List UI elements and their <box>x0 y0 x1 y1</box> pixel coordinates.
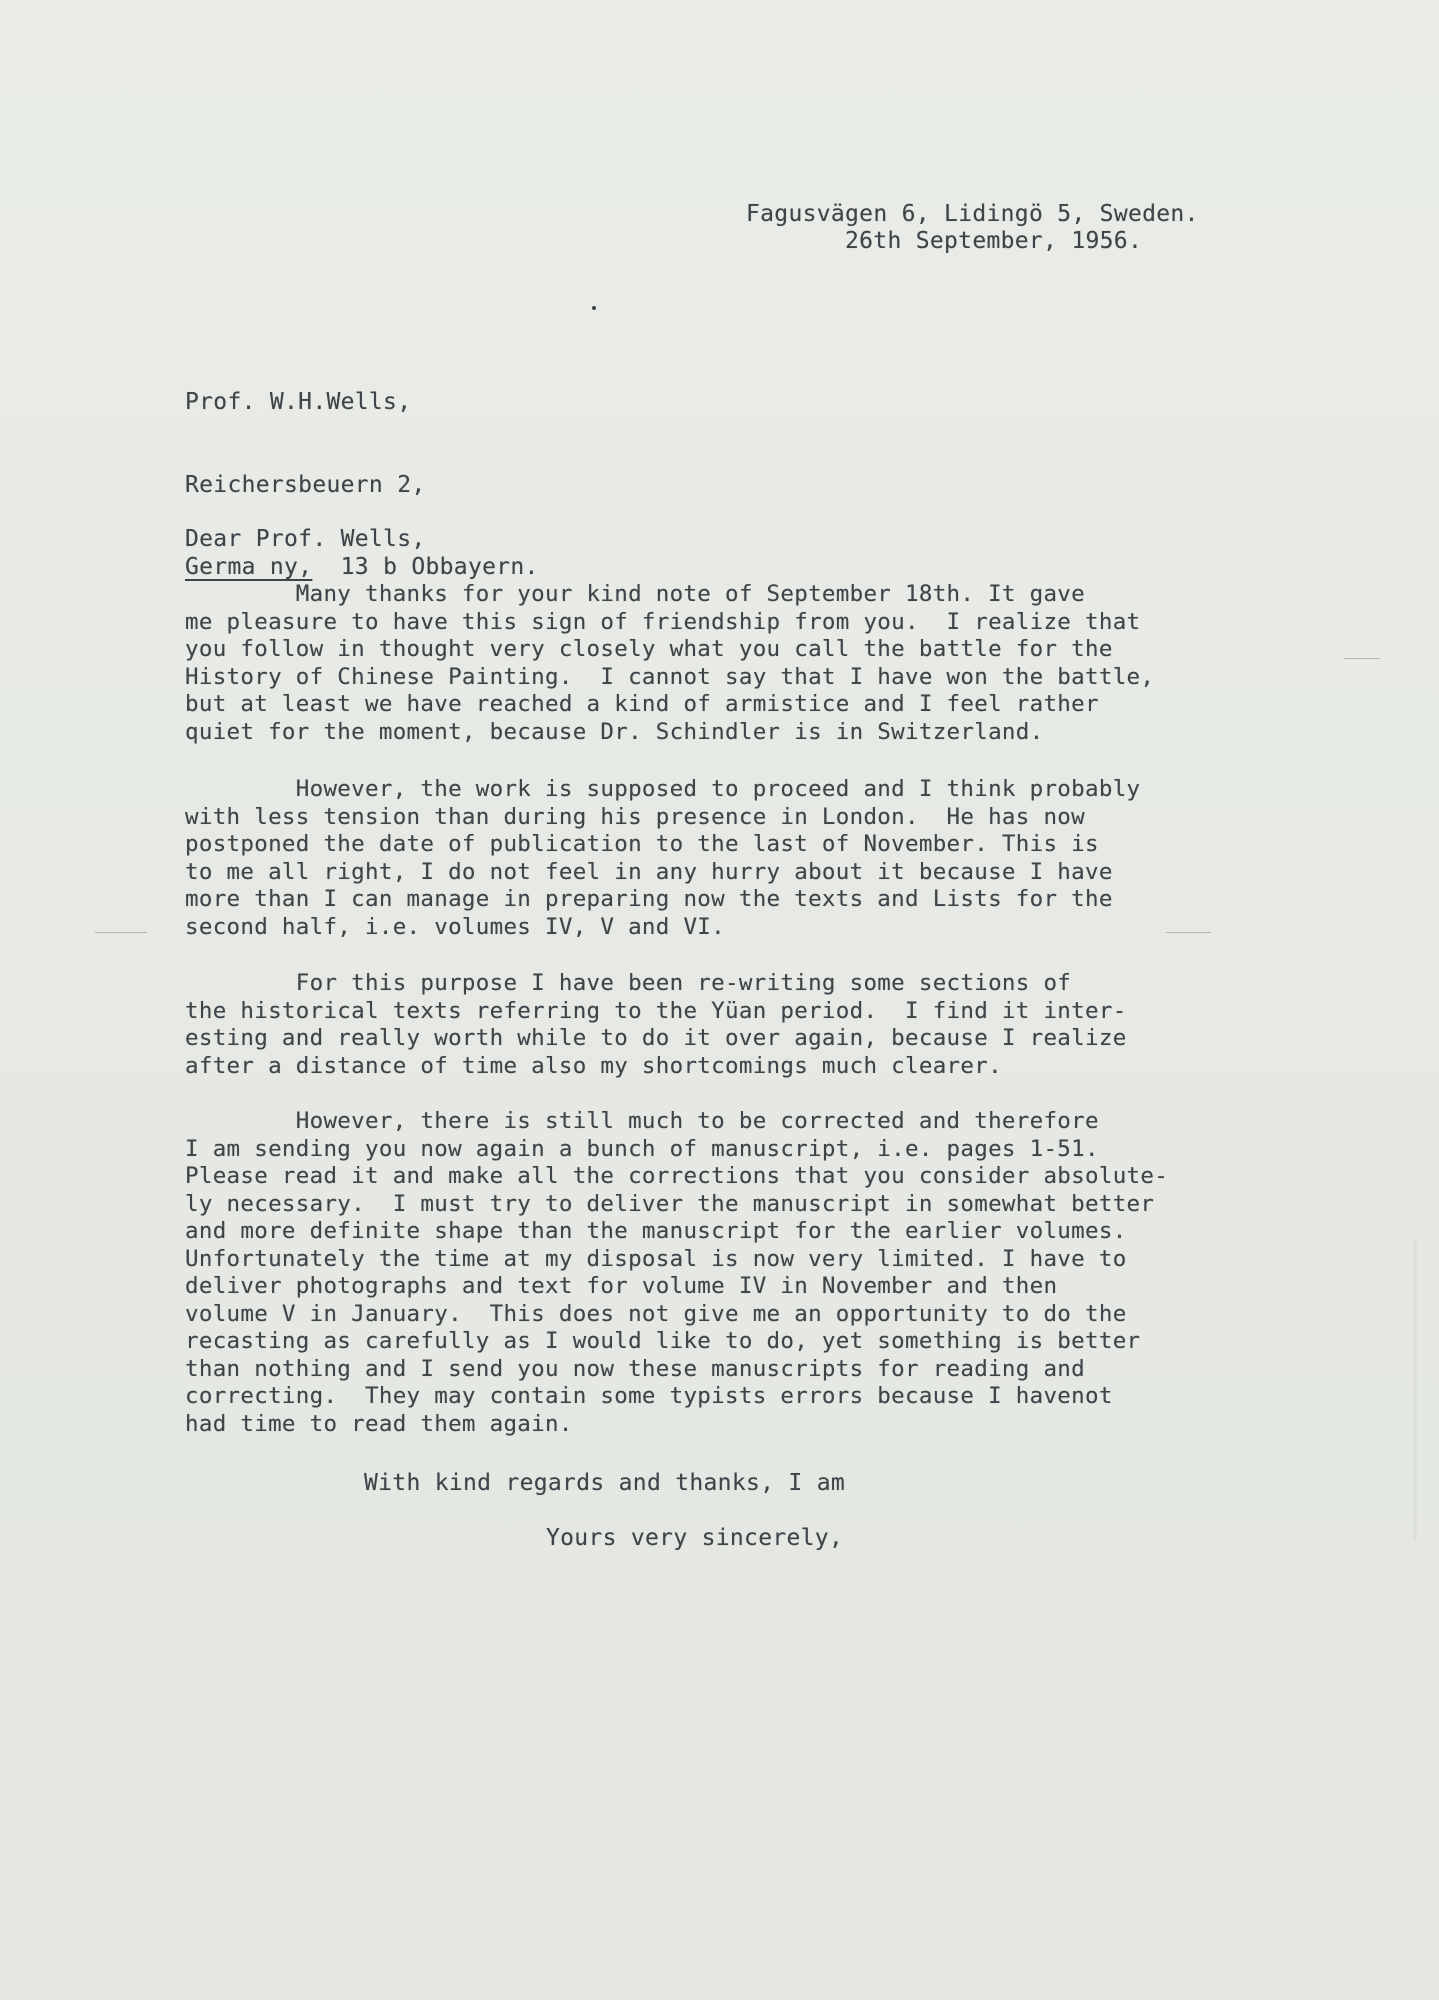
salutation: Dear Prof. Wells, <box>185 526 426 552</box>
letter-date: 26th September, 1956. <box>845 228 1143 254</box>
recipient-country: Germa ny, <box>185 554 313 580</box>
closing-thanks: With kind regards and thanks, I am <box>364 1470 846 1496</box>
recipient-street: Reichersbeuern 2, <box>185 471 426 498</box>
recipient-country-line <box>185 554 539 582</box>
body-paragraph-2: However, the work is supposed to proceed and I think probably with less tension than during his presence in London. He has now postponed the date of publication to the last of November. This is to me all right, I do not feel in any hurry about it because I have more than I can manage in preparing now the texts and Lists for the second half, i.e. volumes IV, V and VI. <box>185 776 1141 940</box>
margin-pencil-mark-left <box>95 932 147 933</box>
body-paragraph-3: For this purpose I have been re-writing some sections of the historical texts referring to the Yüan period. I find it inter- esting and really worth while to do it over again, because I realize after a distance of time also my shortcomings much clearer. <box>185 970 1127 1079</box>
body-paragraph-1: Many thanks for your kind note of September 18th. It gave me pleasure to have this sign of friendship from you. I realize that you follow in thought very closely what you call the battle for the History of Chinese Painting. I cannot say that I have won the battle, but at least we have reached a kind of armistice and I feel rather quiet for the moment, because Dr. Schindler is in Switzerland. <box>185 581 1155 745</box>
body-paragraph-4: However, there is still much to be corrected and therefore I am sending you now again a bunch of manuscript, i.e. pages 1-51. Please read it and make all the corrections that you consider absolute- ly necessary. I must try to deliver the manuscript in somewhat better and more definite shape than the manuscript for the earlier volumes. Unfortunately the time at my disposal is now very limited. I have to deliver photographs and text for volume IV in November and then volume V in January. This does not give me an opportunity to do the recasting as carefully as I would like to do, yet something is better than nothing and I send you now these manuscripts for reading and correcting. They may contain some typists errors because I havenot had time to read them again. <box>185 1108 1169 1437</box>
paper-crease <box>1412 1240 1418 1540</box>
valediction: Yours very sincerely, <box>546 1525 844 1551</box>
recipient-region: 13 b Obbayern. <box>340 554 539 580</box>
recipient-name: Prof. W.H.Wells, <box>185 389 412 415</box>
stray-dot-mark <box>592 306 596 310</box>
margin-pencil-mark-right-top <box>1344 658 1380 659</box>
margin-pencil-mark-right <box>1166 932 1211 933</box>
sender-address: Fagusvägen 6, Lidingö 5, Sweden. <box>746 201 1199 227</box>
